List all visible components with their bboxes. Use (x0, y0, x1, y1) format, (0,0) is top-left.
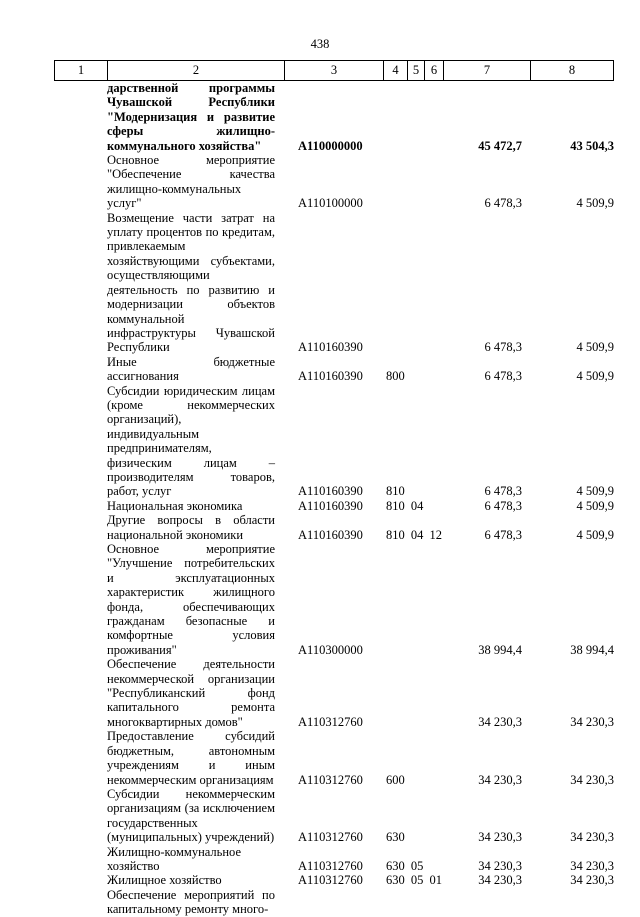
row-value-7-cell: 38 994,4 (478, 642, 522, 657)
row-type-cell: 630 05 01 (386, 873, 442, 888)
row-code-cell: A110160390 (298, 498, 363, 513)
row-code-cell: A110100000 (298, 196, 363, 211)
table-row (0, 355, 640, 384)
row-name-cell: Жилищно-коммунальное хозяйство (107, 844, 241, 873)
budget-table-body (0, 81, 640, 917)
table-row (0, 873, 640, 887)
row-type-cell: 810 04 12 (386, 527, 442, 542)
row-type-cell: 810 (386, 484, 405, 499)
table-row (0, 888, 640, 917)
row-value-7-cell: 34 230,3 (478, 772, 522, 787)
row-value-7-cell: 34 230,3 (478, 714, 522, 729)
row-type-cell: 800 (386, 369, 405, 384)
table-row (0, 81, 640, 153)
row-value-8-cell: 4 509,9 (576, 196, 614, 211)
row-value-7-cell: 6 478,3 (484, 527, 522, 542)
row-type-cell: 600 (386, 772, 405, 787)
row-code-cell: A110300000 (298, 642, 363, 657)
row-name-cell: Жилищное хозяйство (107, 873, 222, 888)
table-row (0, 153, 640, 211)
row-value-8-cell: 34 230,3 (570, 714, 614, 729)
col-header-2: 2 (108, 61, 285, 81)
row-value-7-cell: 45 472,7 (478, 138, 522, 153)
table-row (0, 845, 640, 874)
col-header-7: 7 (444, 61, 531, 81)
row-value-7-cell: 6 478,3 (484, 369, 522, 384)
row-value-7-cell: 34 230,3 (478, 873, 522, 888)
row-type-cell: 810 04 (386, 498, 424, 513)
row-value-7-cell: 6 478,3 (484, 340, 522, 355)
row-value-7-cell: 6 478,3 (484, 484, 522, 499)
row-value-8-cell: 34 230,3 (570, 772, 614, 787)
row-value-8-cell: 4 509,9 (576, 369, 614, 384)
table-row (0, 542, 640, 657)
row-value-7-cell: 6 478,3 (484, 498, 522, 513)
row-value-8-cell: 34 230,3 (570, 830, 614, 845)
row-code-cell: A110312760 (298, 858, 363, 873)
row-name-cell: Основное мероприятие "Обеспечение качества жилищно-коммунальных услуг" (107, 153, 275, 211)
row-value-8-cell: 4 509,9 (576, 498, 614, 513)
row-name-cell: Обеспечение мероприятий по капитальному ремонту много- (107, 887, 275, 917)
col-header-6: 6 (425, 61, 444, 81)
row-code-cell: A110312760 (298, 714, 363, 729)
col-header-8: 8 (531, 61, 614, 81)
row-code-cell: A110160390 (298, 369, 363, 384)
row-code-cell: A110160390 (298, 527, 363, 542)
row-name-cell: Предоставление субсидий бюджетным, автономным учреждениям и иным некоммерческим организациям (107, 729, 275, 787)
row-name-cell: Основное мероприятие "Улучшение потребительских и эксплуатационных характеристик жилищного фонда, обеспечивающих гражданам безопасные и комфортные условия проживания" (107, 542, 275, 657)
col-header-5: 5 (408, 61, 425, 81)
table-row (0, 787, 640, 845)
row-code-cell: A110160390 (298, 340, 363, 355)
row-value-8-cell: 4 509,9 (576, 340, 614, 355)
row-type-cell: 630 05 (386, 858, 424, 873)
row-value-8-cell: 43 504,3 (570, 138, 614, 153)
row-code-cell: A110312760 (298, 772, 363, 787)
row-name-cell: Субсидии некоммерческим организациям (за исключением государственных (муниципальных) учреждений) (107, 786, 275, 845)
row-value-8-cell: 34 230,3 (570, 873, 614, 888)
table-row (0, 729, 640, 787)
page-number: 438 (310, 37, 330, 51)
table-row (0, 499, 640, 513)
row-type-cell: 630 (386, 830, 405, 845)
row-code-cell: A110000000 (298, 138, 363, 153)
row-name-cell: Субсидии юридическим лицам (кроме некоммерческих организаций), индивидуальным предпринимателям, физическим лицам – производителям товаров, работ, услуг (107, 383, 275, 499)
row-code-cell: A110160390 (298, 484, 363, 499)
table-row (0, 657, 640, 729)
table-row (0, 384, 640, 499)
table-row (0, 513, 640, 542)
row-name-cell: Национальная экономика (107, 498, 243, 513)
row-name-cell: Возмещение части затрат на уплату процентов по кредитам, привлекаемым хозяйствующими субъектами, осуществляющими деятельность по развитию и модернизации объектов коммунальной инфраструктуры Чувашской Республики (107, 210, 275, 355)
row-value-8-cell: 4 509,9 (576, 527, 614, 542)
column-header-row (54, 60, 614, 81)
row-value-8-cell: 38 994,4 (570, 642, 614, 657)
row-value-7-cell: 34 230,3 (478, 830, 522, 845)
row-code-cell: A110312760 (298, 873, 363, 888)
row-value-7-cell: 6 478,3 (484, 196, 522, 211)
row-value-7-cell: 34 230,3 (478, 858, 522, 873)
col-header-3: 3 (285, 61, 384, 81)
row-name-cell: Обеспечение деятельности некоммерческой организации "Республиканский фонд капитального ремонта многоквартирных домов" (107, 657, 275, 729)
row-name-cell: Другие вопросы в области национальной экономики (107, 513, 275, 542)
col-header-1: 1 (55, 61, 108, 81)
table-row (0, 211, 640, 355)
row-value-8-cell: 4 509,9 (576, 484, 614, 499)
row-code-cell: A110312760 (298, 830, 363, 845)
row-name-cell: дарственной программы Чувашской Республики "Модернизация и развитие сферы жилищно-коммунального хозяйства" (107, 81, 275, 153)
col-header-4: 4 (384, 61, 408, 81)
row-name-cell: Иные бюджетные ассигнования (107, 354, 275, 384)
row-value-8-cell: 34 230,3 (570, 858, 614, 873)
